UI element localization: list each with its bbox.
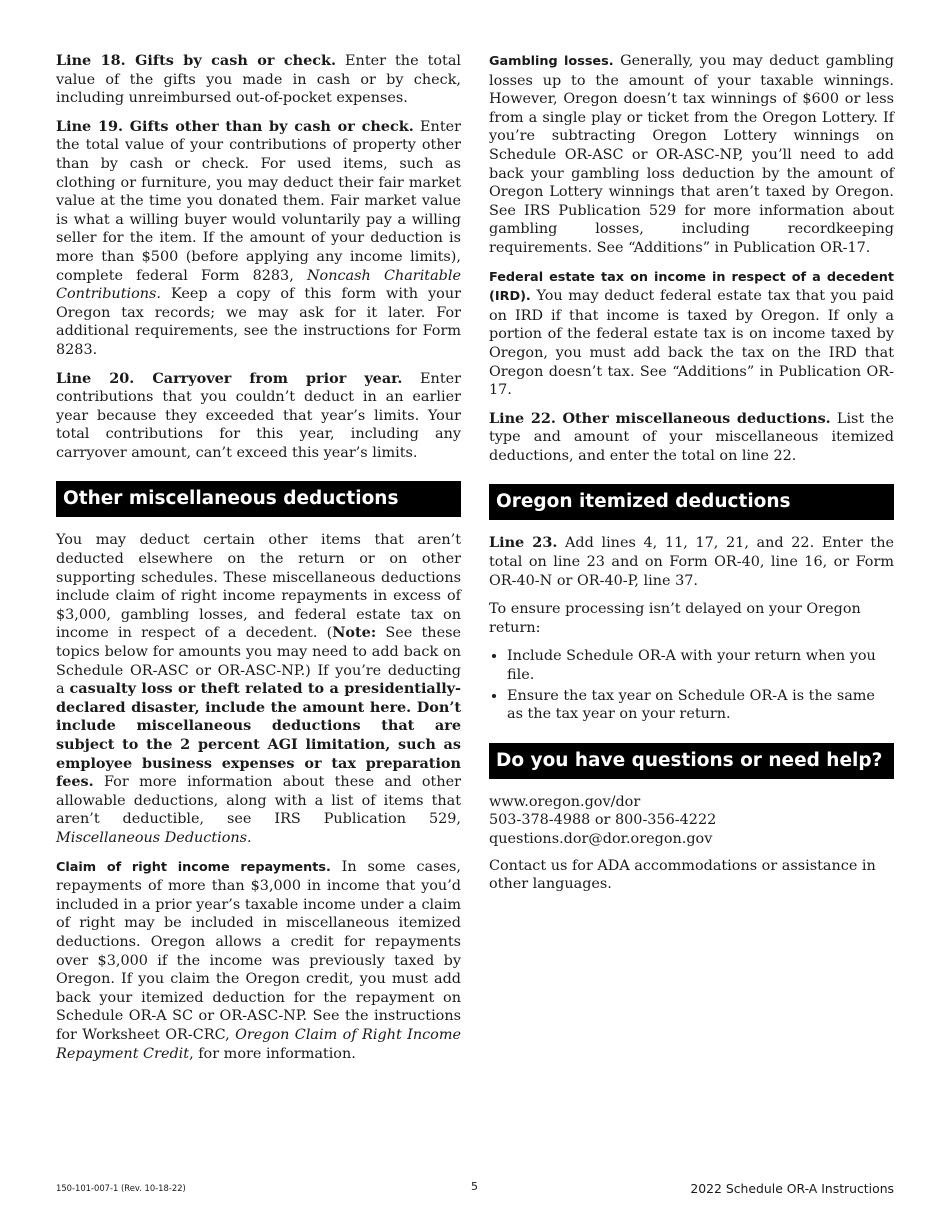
line20-heading: Line 20. Carryover from prior year. bbox=[56, 369, 403, 387]
note-label: Note: bbox=[332, 624, 377, 642]
itemized-deductions-banner: Oregon itemized deductions bbox=[489, 484, 894, 520]
left-column bbox=[56, 52, 461, 1073]
line19-text-1: Enter the total value of your contributions of property other than by cash or check. For used items, such as clothing or furniture, you may deduct their fair market value at the time you donated them. Fair market value is what a willing buyer would voluntarily pay a willing seller for the item. If the amount of your deduction is more than $500 (before applying any income limits), complete federal Form 8283, bbox=[56, 118, 461, 284]
claim-paragraph bbox=[56, 858, 461, 1064]
website-link[interactable]: www.oregon.gov/dor bbox=[489, 793, 641, 810]
line22-text: List the type and amount of your miscellaneous itemized deductions, and enter the total on line 22. bbox=[489, 410, 894, 464]
page-number: 5 bbox=[471, 1180, 478, 1193]
gambling-heading: Gambling losses. bbox=[489, 54, 614, 69]
estate-heading: Federal estate tax on income in respect of a decedent (IRD). bbox=[489, 269, 894, 305]
form-id: 150-101-007-1 (Rev. 10-18-22) bbox=[56, 1183, 186, 1193]
line23-heading: Line 23. bbox=[489, 534, 558, 552]
misc-bold-text: casualty loss or theft related to a presidentially-declared disaster, include the amount here. Don’t include miscellaneous deductions that are subject to the 2 percent AGI limitation, such as employee business expenses or tax preparation fees. bbox=[56, 680, 462, 791]
document-title: 2022 Schedule OR-A Instructions bbox=[690, 1181, 894, 1196]
line18-paragraph bbox=[56, 52, 461, 108]
line18-text: Enter the total value of the gifts you made in cash or by check, including unreimbursed out-of-pocket expenses. bbox=[56, 53, 462, 107]
misc-text-1: You may deduct certain other items that aren’t deducted elsewhere on the return or on other supporting schedules. These miscellaneous deductions include claim of right income repayments in excess of $3,000, gambling losses, and federal estate tax on income in respect of a decedent. ( bbox=[56, 532, 461, 642]
misc-publication-title: Miscellaneous Deductions. bbox=[56, 829, 252, 846]
line19-text-2: Keep a copy of this form with your Oregon tax records; we may ask for it later. For additional requirements, see the instructions for Form 8283. bbox=[56, 286, 461, 358]
right-column bbox=[489, 52, 894, 904]
contact-block bbox=[489, 793, 894, 849]
gambling-paragraph bbox=[489, 52, 894, 258]
line22-paragraph bbox=[489, 410, 894, 466]
line20-text: Enter contributions that you couldn’t deduct in an earlier year because they exceeded that year’s limits. Your total contributions for this year, including any carryover amount, can’t exceed this year’s limits. bbox=[56, 370, 461, 461]
misc-deductions-banner: Other miscellaneous deductions bbox=[56, 481, 461, 517]
misc-text-2: See these topics below for amounts you may need to add back on Schedule OR-ASC or OR-ASC-NP.) If you’re deducting a bbox=[56, 625, 461, 698]
help-banner: Do you have questions or need help? bbox=[489, 743, 894, 779]
line19-paragraph bbox=[56, 118, 461, 360]
ensure-intro: To ensure processing isn’t delayed on your Oregon return: bbox=[489, 601, 861, 636]
ada-note: Contact us for ADA accommodations or assistance in other languages. bbox=[489, 857, 876, 893]
line23-paragraph bbox=[489, 534, 894, 590]
gambling-text: Generally, you may deduct gambling losses up to the amount of your taxable winnings. However, Oregon doesn’t tax winnings of $600 or less from a single play or ticket from the Oregon Lottery. If you’re subtracting Oregon Lottery winnings on Schedule OR-ASC or OR-ASC-NP, you’ll need to add back your gambling loss deduction by the amount of Oregon Lottery winnings that aren’t taxed by Oregon. See IRS Publication 529 for more information about gambling losses, including recordkeeping requirements. See “Additions” in Publication OR-17. bbox=[489, 53, 895, 256]
line19-heading: Line 19. Gifts other than by cash or check. bbox=[56, 117, 414, 135]
line23-text: Add lines 4, 11, 17, 21, and 22. Enter the total on line 23 and on Form OR-40, line 16, or Form OR-40-N or OR-40-P, line 37. bbox=[489, 535, 894, 589]
claim-text-2: , for more information. bbox=[189, 1045, 356, 1062]
line20-paragraph bbox=[56, 370, 461, 463]
claim-worksheet-title: Oregon Claim of Right Income Repayment Credit bbox=[56, 1026, 461, 1062]
misc-paragraph bbox=[56, 531, 461, 847]
misc-text-3: For more information about these and other allowable deductions, along with a list of items that aren’t deductible, see IRS Publication 529, bbox=[56, 774, 461, 828]
estate-text: You may deduct federal estate tax that you paid on IRD if that income is taxed by Oregon. If only a portion of the federal estate tax is on income taxed by Oregon, you must add back the tax on the IRD that Oregon doesn’t tax. See “Additions” in Publication OR-17. bbox=[489, 288, 894, 399]
list-item: • Ensure the tax year on Schedule OR-A is the same as the tax year on your return. bbox=[507, 687, 894, 724]
email-link[interactable]: questions.dor@dor.oregon.gov bbox=[489, 831, 713, 847]
line22-heading: Line 22. Other miscellaneous deductions. bbox=[489, 409, 831, 427]
line18-heading: Line 18. Gifts by cash or check. bbox=[56, 52, 337, 69]
estate-paragraph bbox=[489, 268, 894, 400]
claim-heading: Claim of right income repayments. bbox=[56, 859, 331, 875]
line19-form-title: Noncash Charitable Contributions. bbox=[56, 267, 461, 303]
list-item: • Include Schedule OR-A with your return when you file. bbox=[507, 647, 894, 684]
phone-numbers: 503-378-4988 or 800-356-4222 bbox=[489, 812, 717, 829]
claim-text-1: In some cases, repayments of more than $3,000 in income that you’d included in a prior year’s taxable income under a claim of right may be included in miscellaneous itemized deductions. Oregon allows a credit for repayments over $3,000 if the income was previously taxed by Oregon. If you claim the Oregon credit, you must add back your itemized deduction for the repayment on Schedule OR-A SC or OR-ASC-NP. See the instructions for Worksheet OR-CRC, bbox=[56, 858, 461, 1043]
ensure-list bbox=[489, 647, 894, 723]
